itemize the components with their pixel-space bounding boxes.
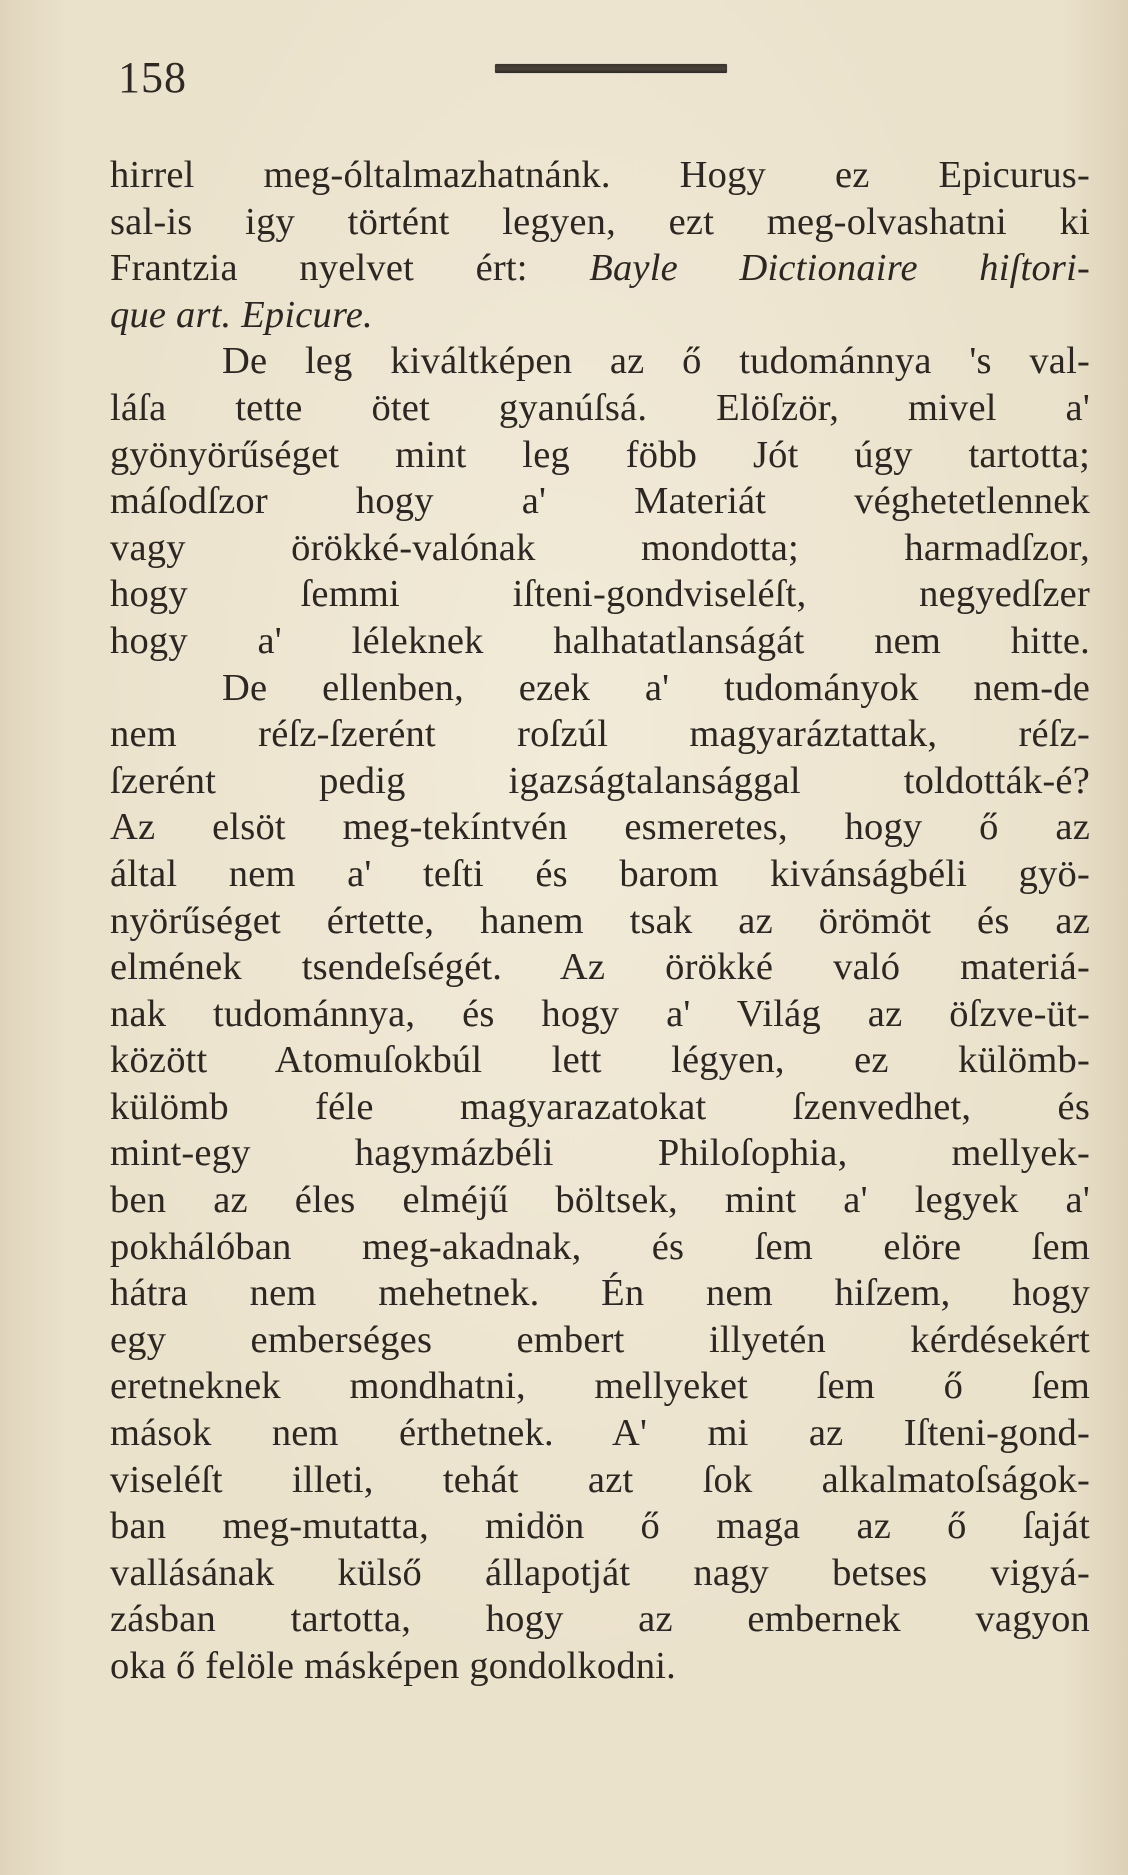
text-line: viseléſt illeti, tehát azt ſok alkalmatoſságok- <box>110 1458 1090 1501</box>
text-line: között Atomuſokbúl lett légyen, ez külömb- <box>110 1039 1090 1082</box>
text-line: hogy a' léleknek halhatatlanságát nem hitte. <box>110 619 1090 662</box>
text-line: nak tudománnya, és hogy a' Világ az öſzve-üt- <box>110 992 1090 1035</box>
text-line: hogy ſemmi iſteni-gondviseléſt, negyedſzer <box>110 573 1090 616</box>
text-line: ſzerént pedig igazságtalansággal toldották-é? <box>110 759 1090 802</box>
text-line: láſa tette ötet gyanúſsá. Elöſzör, mivel a' <box>110 386 1090 429</box>
text-line: nem réſz-ſzerént roſzúl magyaráztattak, réſz- <box>110 713 1090 756</box>
text-line <box>110 245 1090 292</box>
italic-reference: que art. Epicure. <box>110 293 373 336</box>
text-line: gyönyörűséget mint leg föbb Jót úgy tartotta; <box>110 433 1090 476</box>
text-line: egy emberséges embert illyetén kérdésekért <box>110 1318 1090 1361</box>
text-line: által nem a' teſti és barom kivánságbéli gyö- <box>110 852 1090 895</box>
text-line: hátra nem mehetnek. Én nem hiſzem, hogy <box>110 1272 1090 1315</box>
text-line: külömb féle magyarazatokat ſzenvedhet, és <box>110 1085 1090 1128</box>
text-line: zásban tartotta, hogy az embernek vagyon <box>110 1598 1090 1641</box>
text-line: elmének tsendeſségét. Az örökké való materiá- <box>110 946 1090 989</box>
text-line: sal-is igy történt legyen, ezt meg-olvashatni ki <box>110 200 1090 243</box>
italic-reference: Bayle Dictionaire hiſtori- <box>589 247 1090 290</box>
text-line: eretneknek mondhatni, mellyeket ſem ő ſem <box>110 1365 1090 1408</box>
text-line: ben az éles elméjű böltsek, mint a' legyek a' <box>110 1179 1090 1222</box>
text-line: Az elsöt meg-tekíntvén esmeretes, hogy ő az <box>110 806 1090 849</box>
paragraph-start-line: De ellenben, ezek a' tudományok nem-de <box>222 666 1090 709</box>
text-span: Frantzia nyelvet ért: <box>110 247 590 290</box>
header-rule <box>495 64 727 73</box>
text-line: vagy örökké-valónak mondotta; harmadſzor, <box>110 526 1090 569</box>
body-text <box>110 152 1090 1690</box>
text-line: máſodſzor hogy a' Materiát véghetetlennek <box>110 480 1090 523</box>
text-line: pokhálóban meg-akadnak, és ſem elöre ſem <box>110 1225 1090 1268</box>
text-line <box>110 292 1090 339</box>
page-number: 158 <box>118 53 187 102</box>
text-line: hirrel meg-óltalmazhatnánk. Hogy ez Epicurus- <box>110 154 1090 196</box>
text-line: mint-egy hagymázbéli Philoſophia, mellyek- <box>110 1132 1090 1175</box>
text-line: mások nem érthetnek. A' mi az Iſteni-gond- <box>110 1412 1090 1455</box>
text-line: oka ő felöle másképen gondolkodni. <box>110 1645 676 1687</box>
text-line: nyörűséget értette, hanem tsak az örömöt és az <box>110 899 1090 942</box>
text-line: vallásának külső állapotját nagy betses vigyá- <box>110 1551 1090 1594</box>
paragraph-start-line: De leg kiváltképen az ő tudománnya 's val- <box>222 340 1090 383</box>
text-line: ban meg-mutatta, midön ő maga az ő ſaját <box>110 1505 1090 1548</box>
